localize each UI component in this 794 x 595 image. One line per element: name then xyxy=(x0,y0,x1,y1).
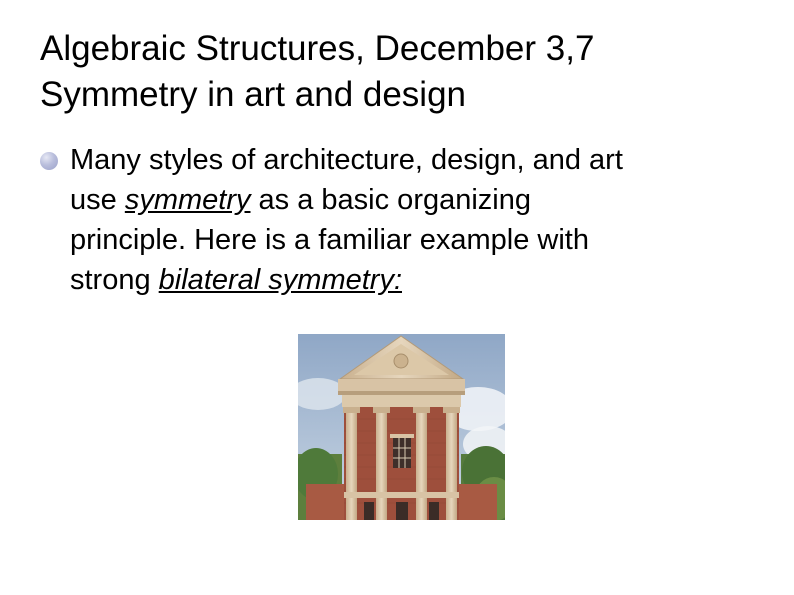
title-line-1: Algebraic Structures, December 3,7 xyxy=(40,29,595,68)
bullet-line-4 xyxy=(70,260,760,300)
term-bilateral-symmetry: bilateral symmetry: xyxy=(158,264,402,296)
slide-title xyxy=(40,26,760,118)
bullet-dot-icon xyxy=(40,152,58,170)
title-line-2: Symmetry in art and design xyxy=(40,75,467,114)
term-symmetry: symmetry xyxy=(124,184,251,216)
bullet-line-4-pre: strong xyxy=(70,264,159,296)
bullet-line-2-pre: use xyxy=(70,184,125,216)
bullet-line-2-post: as a basic organizing xyxy=(250,184,531,216)
bullet-text xyxy=(70,140,760,300)
bullet-line-3: principle. Here is a familiar example with xyxy=(70,224,589,256)
bullet-line-1: Many styles of architecture, design, and art xyxy=(70,144,623,176)
building-photo xyxy=(298,334,505,520)
bullet-line-2 xyxy=(70,180,760,220)
